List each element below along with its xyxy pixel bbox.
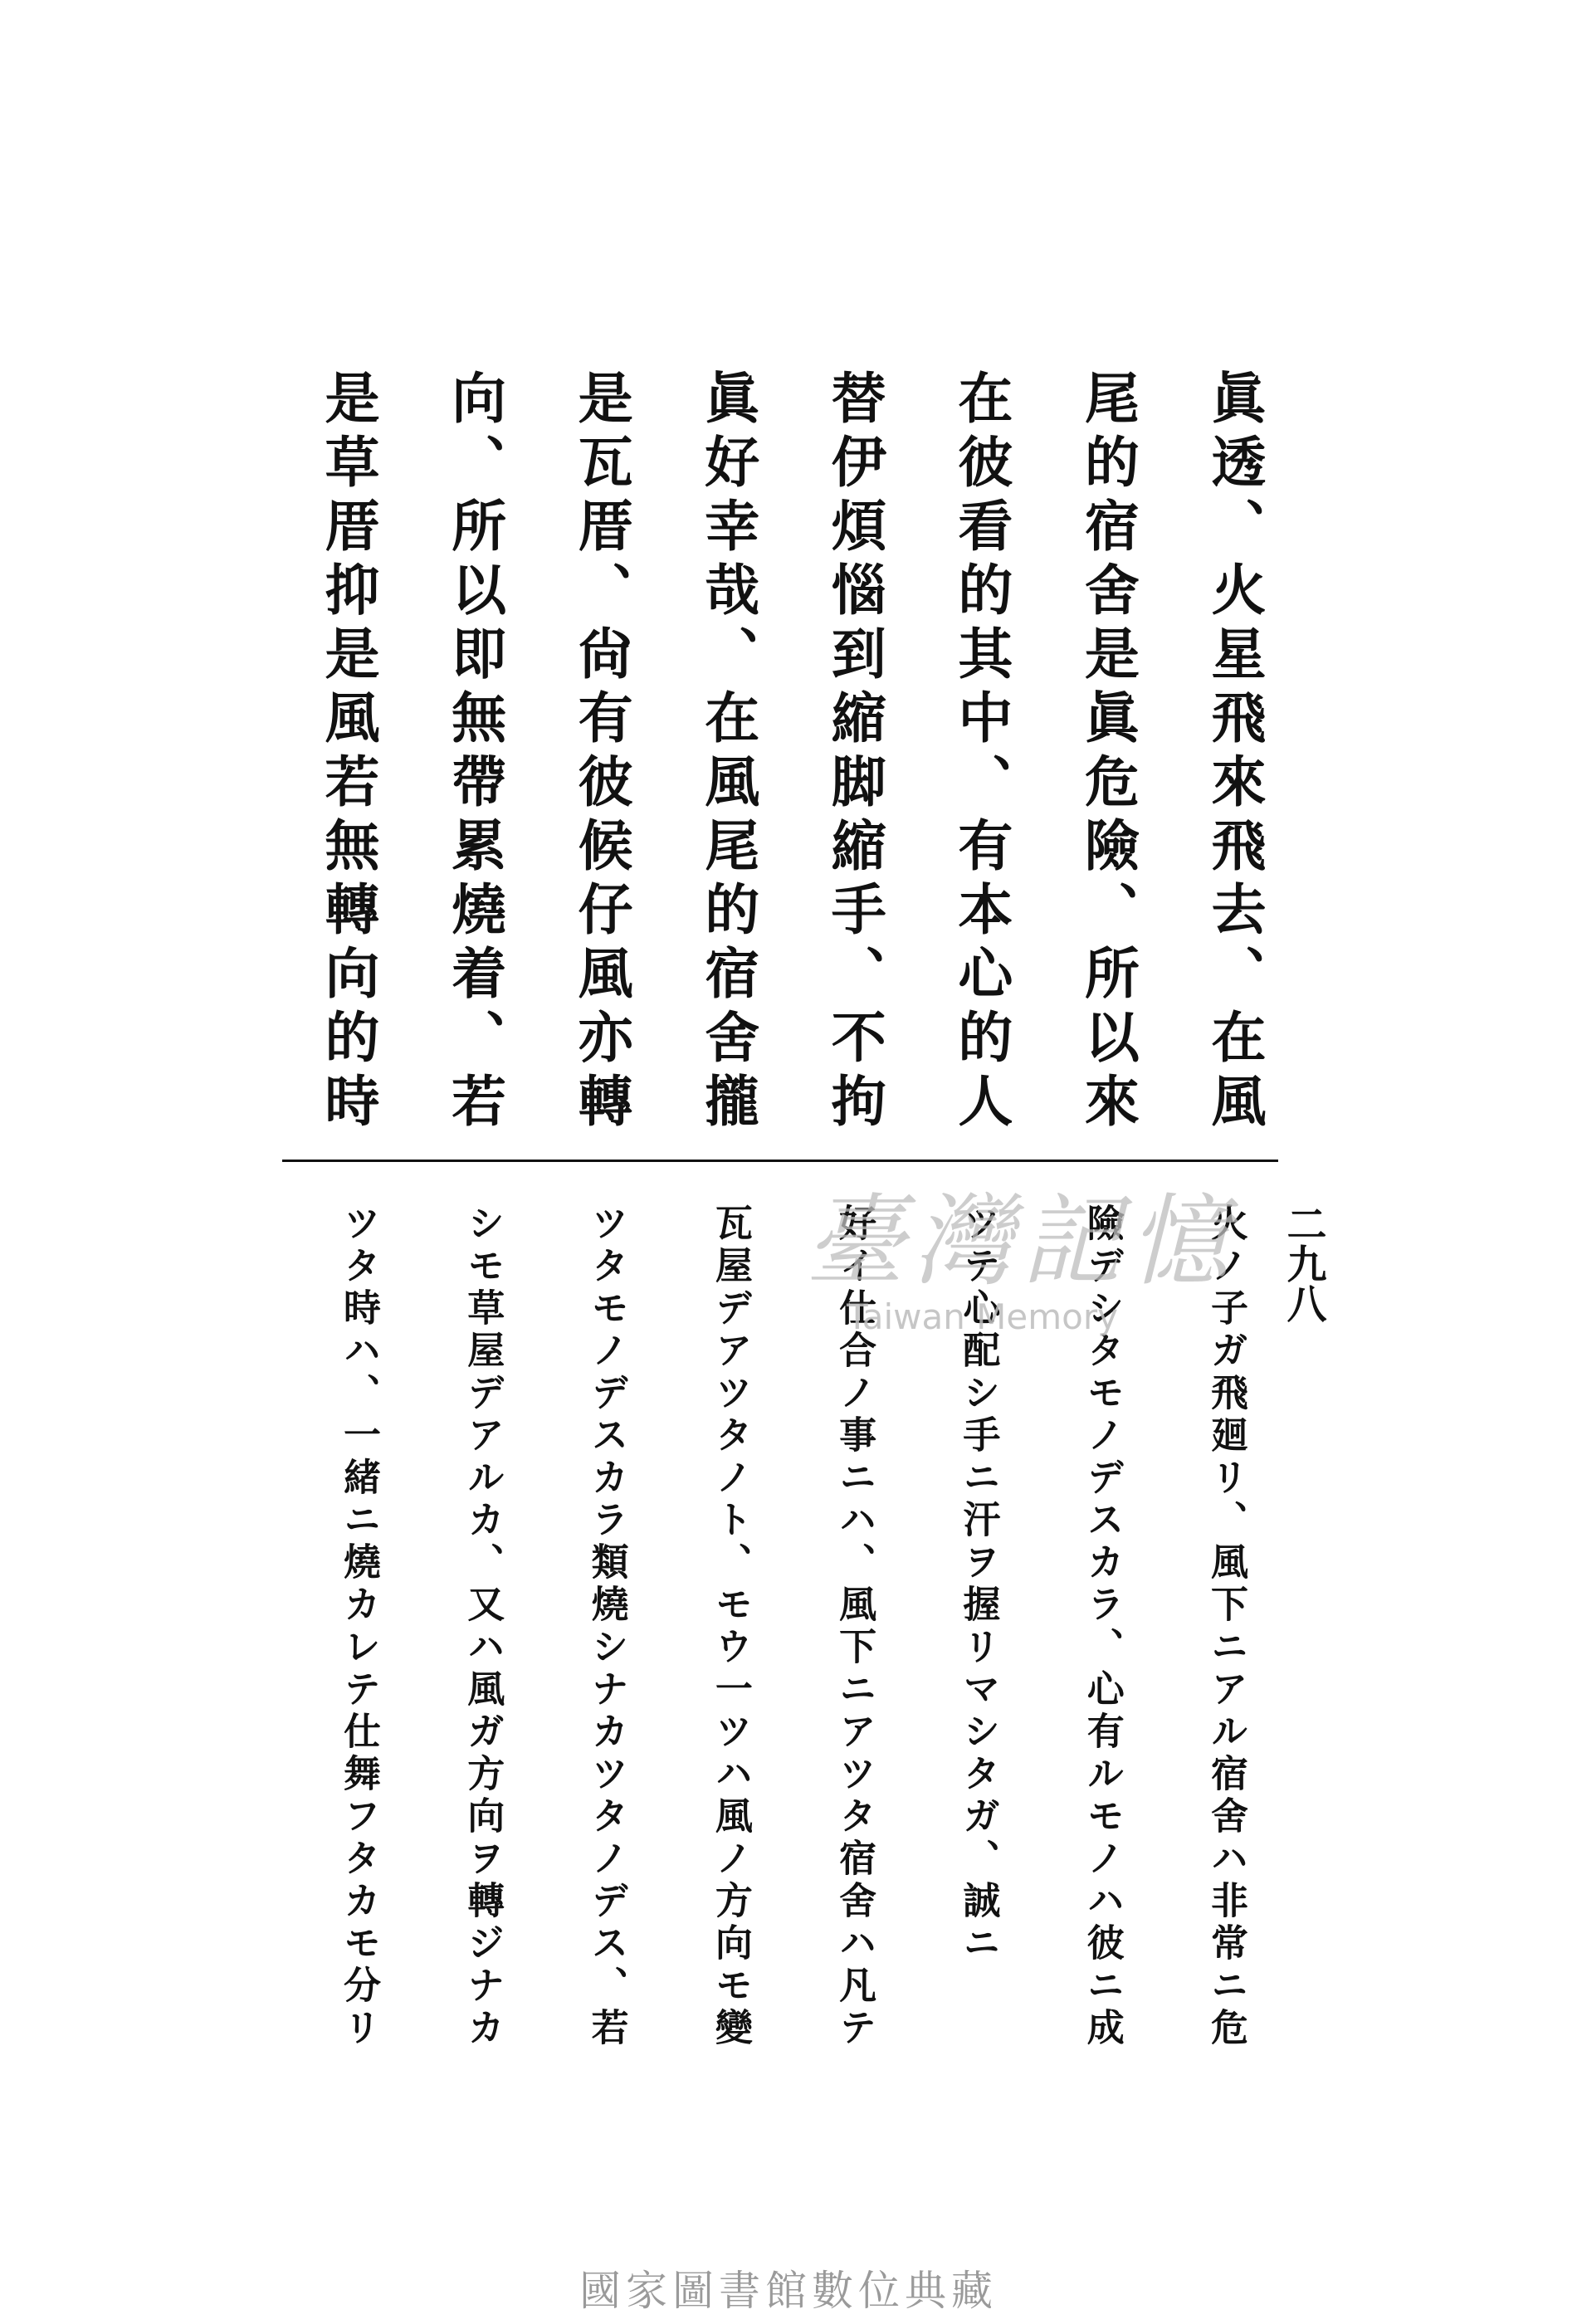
upper-column: 向、所以即無帶累燒着、若 (442, 369, 507, 1136)
upper-column: 眞透、火星飛來飛去、在風 (1201, 369, 1267, 1136)
lower-column: ツタ時ハ、一緒ニ燒カレテ仕舞フタカモ分リ (337, 1204, 381, 2050)
upper-text-block (307, 369, 1267, 1136)
lower-column: ツテ心配シ手ニ汗ヲ握リマシタガ、誠ニ (956, 1204, 1001, 1965)
lower-column: シモ草屋デアルカ、又ハ風ガ方向ヲ轉ジナカ (461, 1204, 505, 2050)
upper-column: 眞好幸哉、在風尾的宿舍攏 (695, 369, 760, 1136)
footer-caption: 國家圖書館數位典藏 (579, 2267, 998, 2315)
section-divider (282, 1160, 1278, 1162)
upper-column: 是草厝抑是風若無轉向的時 (315, 369, 380, 1136)
watermark-chinese: 臺灣記憶 (805, 1184, 1237, 1300)
lower-column: 險デシタモノデスカラ、心有ルモノハ彼ニ成 (1080, 1204, 1125, 2050)
upper-column: 尾的宿舍是眞危險、所以來 (1075, 369, 1140, 1136)
lower-text-block (311, 1204, 1248, 2050)
page-number: 二九八 (1280, 1204, 1326, 1323)
upper-column: 在彼看的其中、有本心的人 (948, 369, 1013, 1136)
lower-column: 火ノ子ガ飛廻リ、風下ニアル宿舍ハ非常ニ危 (1204, 1204, 1248, 2050)
lower-column: 瓦屋デアツタノト、モウ一ツハ風ノ方向モ變 (708, 1204, 753, 2050)
watermark-english: Taiwan Memory (847, 1296, 1118, 1337)
lower-column: 好イ仕合ノ事ニハ、風下ニアツタ宿舍ハ凡テ (832, 1204, 877, 2050)
lower-column: ツタモノデスカラ類燒シナカツタノデス、若 (584, 1204, 629, 2050)
upper-column: 是瓦厝、尙有彼候仔風亦轉 (569, 369, 634, 1136)
upper-column: 替伊煩惱到縮脚縮手、不拘 (822, 369, 887, 1136)
